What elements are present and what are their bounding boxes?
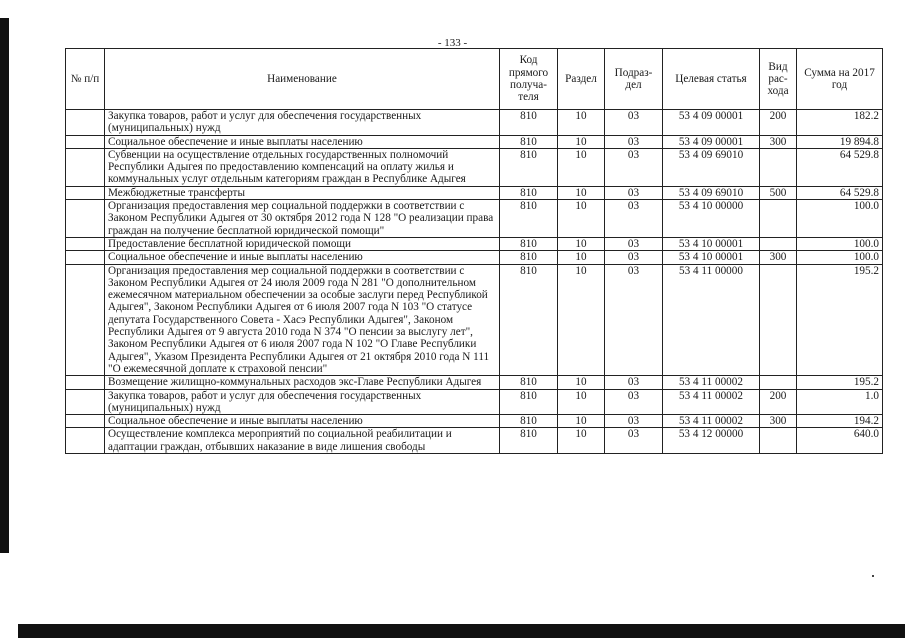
cell-amount: 1.0 bbox=[797, 389, 883, 415]
cell-code: 810 bbox=[500, 110, 558, 136]
cell-code: 810 bbox=[500, 237, 558, 250]
cell-num bbox=[66, 148, 105, 186]
table-row bbox=[66, 135, 883, 148]
cell-name: Организация предоставления мер социальной поддержки в соответствии с Законом Республики Адыгея от 24 июля 2009 года N 281 "О дополнительном ежемесячном материальном обеспечении за особые заслуги перед Республикой Адыгея", Законом Республики Адыгея от 6 июля 2007 года N 103 "О статусе депутата Государственного Совета - Хасэ Республики Адыгея", Законом Республики Адыгея от 9 августа 2010 года N 374 "О пенсии за выслугу лет", Законом Республики Адыгея от 6 июля 2007 года N 102 "О Главе Республики Адыгея", Указом Президента Республики Адыгея от 21 октября 2010 года N 111 "О ежемесячной доплате к страховой пенсии" bbox=[105, 264, 500, 376]
cell-section: 10 bbox=[558, 251, 605, 264]
cell-subsection: 03 bbox=[605, 237, 663, 250]
cell-name: Возмещение жилищно-коммунальных расходов экс-Главе Республики Адыгея bbox=[105, 376, 500, 389]
cell-code: 810 bbox=[500, 200, 558, 238]
cell-num bbox=[66, 135, 105, 148]
cell-num bbox=[66, 376, 105, 389]
cell-subsection: 03 bbox=[605, 148, 663, 186]
cell-name: Социальное обеспечение и иные выплаты населению bbox=[105, 251, 500, 264]
cell-amount: 64 529.8 bbox=[797, 148, 883, 186]
cell-target: 53 4 10 00001 bbox=[663, 251, 760, 264]
cell-name: Осуществление комплекса мероприятий по социальной реабилитации и адаптации граждан, отбывших наказание в виде лишения свободы bbox=[105, 428, 500, 454]
table-row bbox=[66, 389, 883, 415]
cell-num bbox=[66, 415, 105, 428]
header-exp-type: Вид рас-хода bbox=[760, 49, 797, 110]
table-row bbox=[66, 264, 883, 376]
cell-section: 10 bbox=[558, 428, 605, 454]
table-header-row bbox=[66, 49, 883, 110]
scan-speck bbox=[872, 575, 874, 577]
cell-name: Субвенции на осуществление отдельных государственных полномочий Республики Адыгея по предоставлению компенсаций на оплату жилья и коммунальных услуг отдельным категориям граждан в Республике Адыгея bbox=[105, 148, 500, 186]
cell-exp-type bbox=[760, 200, 797, 238]
table-row bbox=[66, 428, 883, 454]
table-row bbox=[66, 148, 883, 186]
cell-code: 810 bbox=[500, 376, 558, 389]
cell-exp-type bbox=[760, 376, 797, 389]
cell-subsection: 03 bbox=[605, 376, 663, 389]
cell-exp-type bbox=[760, 148, 797, 186]
header-subsection: Подраз-дел bbox=[605, 49, 663, 110]
cell-section: 10 bbox=[558, 110, 605, 136]
cell-num bbox=[66, 110, 105, 136]
cell-target: 53 4 11 00002 bbox=[663, 389, 760, 415]
cell-code: 810 bbox=[500, 415, 558, 428]
cell-target: 53 4 11 00000 bbox=[663, 264, 760, 376]
cell-num bbox=[66, 186, 105, 199]
cell-section: 10 bbox=[558, 200, 605, 238]
cell-subsection: 03 bbox=[605, 186, 663, 199]
table-row bbox=[66, 415, 883, 428]
table-row bbox=[66, 186, 883, 199]
cell-exp-type: 200 bbox=[760, 389, 797, 415]
cell-subsection: 03 bbox=[605, 135, 663, 148]
cell-section: 10 bbox=[558, 415, 605, 428]
cell-code: 810 bbox=[500, 135, 558, 148]
cell-num bbox=[66, 428, 105, 454]
cell-num bbox=[66, 389, 105, 415]
cell-name: Организация предоставления мер социальной поддержки в соответствии с Законом Республики Адыгея от 30 октября 2012 года N 128 "О реализации права граждан на получение бесплатной юридической помощи" bbox=[105, 200, 500, 238]
cell-exp-type: 300 bbox=[760, 251, 797, 264]
cell-amount: 194.2 bbox=[797, 415, 883, 428]
cell-section: 10 bbox=[558, 389, 605, 415]
cell-exp-type: 500 bbox=[760, 186, 797, 199]
cell-target: 53 4 12 00000 bbox=[663, 428, 760, 454]
cell-amount: 640.0 bbox=[797, 428, 883, 454]
header-num: № п/п bbox=[66, 49, 105, 110]
cell-section: 10 bbox=[558, 264, 605, 376]
cell-target: 53 4 10 00000 bbox=[663, 200, 760, 238]
cell-name: Социальное обеспечение и иные выплаты населению bbox=[105, 135, 500, 148]
cell-target: 53 4 09 69010 bbox=[663, 186, 760, 199]
scan-left-edge bbox=[0, 18, 9, 553]
cell-code: 810 bbox=[500, 389, 558, 415]
scan-bottom-edge bbox=[18, 624, 905, 638]
cell-target: 53 4 09 00001 bbox=[663, 135, 760, 148]
cell-code: 810 bbox=[500, 251, 558, 264]
cell-amount: 100.0 bbox=[797, 251, 883, 264]
cell-exp-type bbox=[760, 264, 797, 376]
cell-exp-type: 300 bbox=[760, 415, 797, 428]
budget-table bbox=[65, 48, 883, 454]
cell-target: 53 4 09 69010 bbox=[663, 148, 760, 186]
header-section: Раздел bbox=[558, 49, 605, 110]
table-row bbox=[66, 110, 883, 136]
cell-amount: 182.2 bbox=[797, 110, 883, 136]
cell-subsection: 03 bbox=[605, 110, 663, 136]
page-number: - 133 - bbox=[437, 37, 468, 49]
cell-code: 810 bbox=[500, 186, 558, 199]
cell-target: 53 4 11 00002 bbox=[663, 415, 760, 428]
header-target: Целевая статья bbox=[663, 49, 760, 110]
cell-exp-type bbox=[760, 428, 797, 454]
cell-amount: 195.2 bbox=[797, 264, 883, 376]
cell-section: 10 bbox=[558, 135, 605, 148]
cell-target: 53 4 11 00002 bbox=[663, 376, 760, 389]
cell-name: Закупка товаров, работ и услуг для обеспечения государственных (муниципальных) нужд bbox=[105, 110, 500, 136]
table-row bbox=[66, 200, 883, 238]
cell-subsection: 03 bbox=[605, 389, 663, 415]
cell-exp-type: 200 bbox=[760, 110, 797, 136]
header-code: Код прямого получа-теля bbox=[500, 49, 558, 110]
table-row bbox=[66, 237, 883, 250]
cell-section: 10 bbox=[558, 376, 605, 389]
table-row bbox=[66, 376, 883, 389]
cell-name: Предоставление бесплатной юридической помощи bbox=[105, 237, 500, 250]
cell-code: 810 bbox=[500, 428, 558, 454]
cell-section: 10 bbox=[558, 237, 605, 250]
cell-num bbox=[66, 237, 105, 250]
cell-section: 10 bbox=[558, 148, 605, 186]
cell-num bbox=[66, 264, 105, 376]
cell-target: 53 4 10 00001 bbox=[663, 237, 760, 250]
cell-name: Межбюджетные трансферты bbox=[105, 186, 500, 199]
cell-amount: 64 529.8 bbox=[797, 186, 883, 199]
cell-amount: 19 894.8 bbox=[797, 135, 883, 148]
cell-subsection: 03 bbox=[605, 428, 663, 454]
cell-subsection: 03 bbox=[605, 415, 663, 428]
cell-subsection: 03 bbox=[605, 264, 663, 376]
cell-exp-type: 300 bbox=[760, 135, 797, 148]
header-amount: Сумма на 2017 год bbox=[797, 49, 883, 110]
cell-target: 53 4 09 00001 bbox=[663, 110, 760, 136]
table-row bbox=[66, 251, 883, 264]
cell-subsection: 03 bbox=[605, 200, 663, 238]
cell-amount: 100.0 bbox=[797, 237, 883, 250]
cell-subsection: 03 bbox=[605, 251, 663, 264]
cell-amount: 195.2 bbox=[797, 376, 883, 389]
cell-name: Социальное обеспечение и иные выплаты населению bbox=[105, 415, 500, 428]
cell-amount: 100.0 bbox=[797, 200, 883, 238]
cell-code: 810 bbox=[500, 264, 558, 376]
cell-code: 810 bbox=[500, 148, 558, 186]
cell-num bbox=[66, 200, 105, 238]
cell-section: 10 bbox=[558, 186, 605, 199]
cell-num bbox=[66, 251, 105, 264]
cell-name: Закупка товаров, работ и услуг для обеспечения государственных (муниципальных) нужд bbox=[105, 389, 500, 415]
cell-exp-type bbox=[760, 237, 797, 250]
header-name: Наименование bbox=[105, 49, 500, 110]
